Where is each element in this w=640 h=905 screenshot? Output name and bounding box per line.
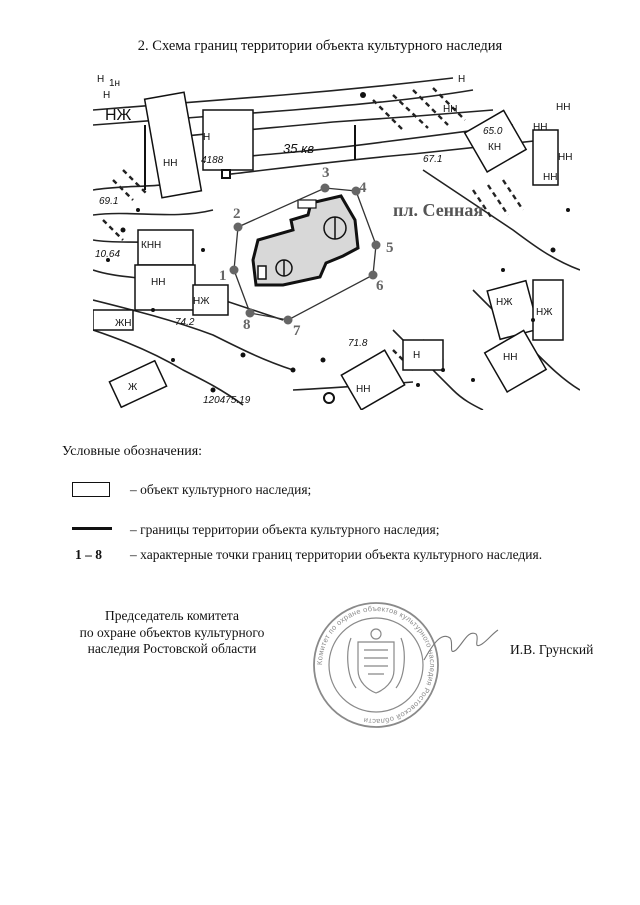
map-label: Н <box>458 74 466 85</box>
elevation-label: 67.1 <box>423 154 443 165</box>
boundary-point-6: 6 <box>376 278 384 294</box>
elevation-label: 65.0 <box>483 126 503 137</box>
map-label: НЖ <box>496 297 513 308</box>
map-label: НН <box>558 152 573 163</box>
legend-text: – границы территории объекта культурного наследия; <box>130 522 440 537</box>
signer-position <box>62 608 282 658</box>
map-label: Н <box>97 74 105 85</box>
seal-text: Комитет по охране объектов культурного наследия Ростовской области <box>314 603 438 727</box>
map-label: Н <box>103 90 111 101</box>
map-label: НН <box>533 122 548 133</box>
legend-symbol <box>62 545 132 565</box>
position-line: по охране объектов культурного <box>79 624 265 640</box>
street-label: пл. Сенная <box>393 200 484 220</box>
map-label: НН <box>503 352 518 363</box>
map-label: НЖ <box>536 307 553 318</box>
signature-icon <box>420 620 500 670</box>
elevation-label: 120475.19 <box>203 395 251 406</box>
boundary-point-2: 2 <box>233 206 241 222</box>
map-label: НН <box>356 384 371 395</box>
legend-item-points <box>62 545 622 565</box>
boundary-point-8: 8 <box>243 317 251 333</box>
map-label: Н <box>203 132 211 143</box>
elevation-label: 74.2 <box>175 317 195 328</box>
handwritten-signature <box>420 620 500 670</box>
elevation-label: 4188 <box>201 155 224 166</box>
legend-item-boundary <box>62 520 622 540</box>
elevation-label: 35 кв <box>283 141 314 156</box>
map-label: Н <box>413 350 421 361</box>
position-line: Председатель комитета <box>105 608 239 623</box>
map-drawing <box>93 70 580 410</box>
legend-symbol <box>62 480 132 500</box>
map-label: НЖ <box>193 296 210 307</box>
legend-heading: Условные обозначения: <box>62 444 203 459</box>
boundary-point-7: 7 <box>293 323 301 339</box>
elevation-label: 71.8 <box>348 338 368 349</box>
map-label: ЖН <box>115 318 132 329</box>
map-label: НЖ <box>105 107 132 124</box>
map-label: НН <box>163 158 178 169</box>
elevation-label: 10.64 <box>95 249 121 260</box>
map-label: НН <box>556 102 571 113</box>
signer-name: И.В. Грунский <box>510 642 594 657</box>
elevation-label: 69.1 <box>99 196 119 207</box>
boundary-point-4: 4 <box>359 180 367 196</box>
map-label: Ж <box>128 382 138 393</box>
map-label: 1н <box>109 78 121 89</box>
map-label: КНН <box>141 240 162 251</box>
boundary-line-icon <box>72 527 112 530</box>
boundary-point-3: 3 <box>322 165 330 181</box>
map-label: НН <box>443 104 458 115</box>
document-title: 2. Схема границ территории объекта культурного наследия <box>137 38 503 54</box>
points-symbol: 1 – 8 <box>75 547 102 562</box>
legend-text: – характерные точки границ территории объекта культурного наследия. <box>130 547 543 562</box>
legend-text: – объект культурного наследия; <box>130 482 312 497</box>
boundary-point-1: 1 <box>219 268 227 284</box>
legend-item-object <box>62 480 622 500</box>
map-label: НН <box>543 172 558 183</box>
boundary-point-5: 5 <box>386 240 394 256</box>
map-label: НН <box>151 277 166 288</box>
map-label: КН <box>488 142 502 153</box>
object-box-icon <box>72 482 110 497</box>
boundary-map <box>93 70 580 410</box>
position-line: наследия Ростовской области <box>87 641 257 656</box>
coat-of-arms-icon <box>348 629 405 693</box>
legend-symbol <box>62 520 132 540</box>
svg-text:Комитет по охране объектов кул <box>315 604 437 726</box>
